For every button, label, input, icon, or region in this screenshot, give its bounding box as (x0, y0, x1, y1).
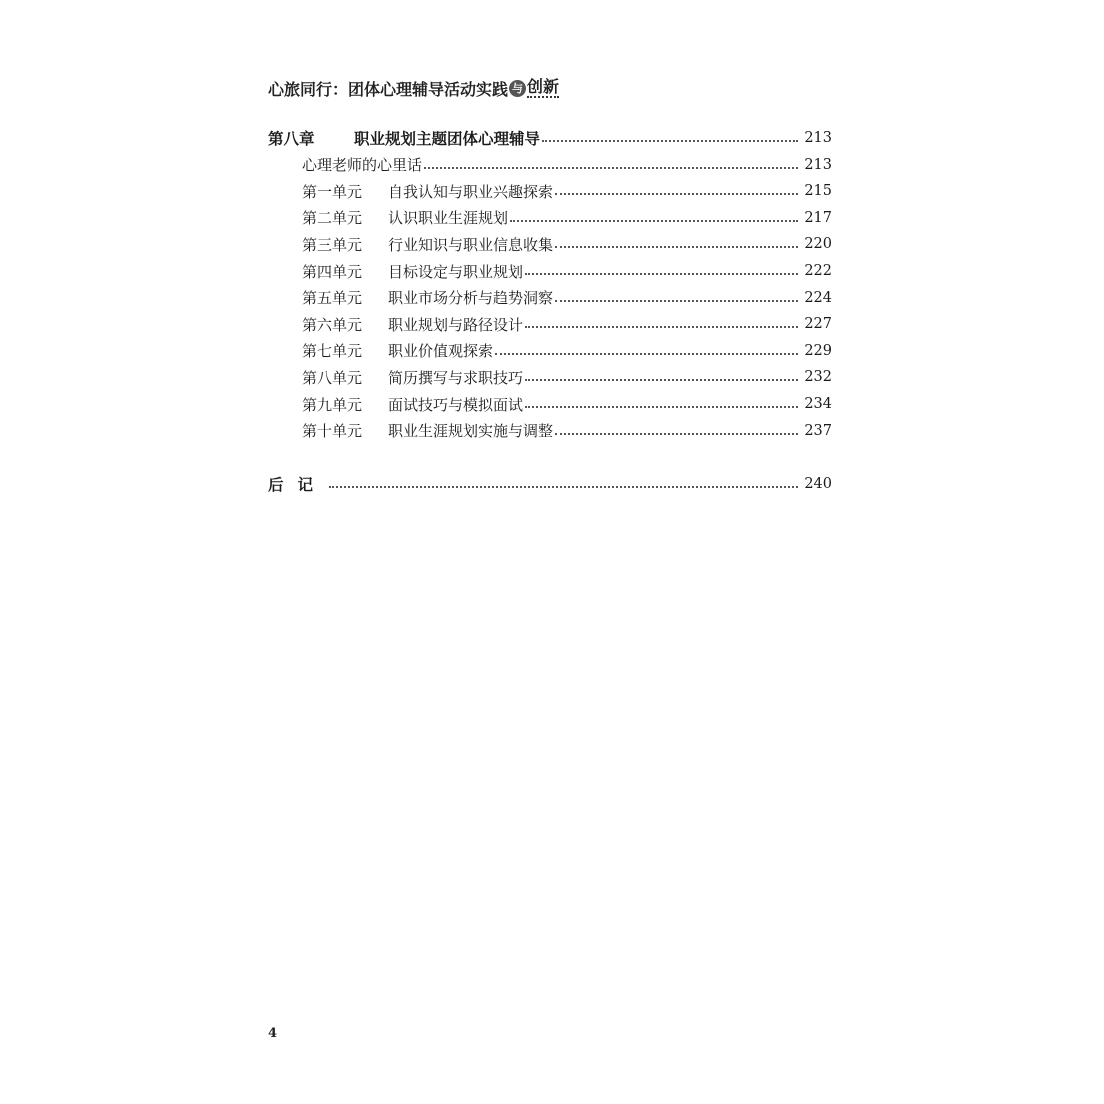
dot-leader (510, 220, 798, 222)
unit-title: 目标设定与职业规划 (388, 262, 524, 281)
running-header-title-end: 创新 (527, 77, 560, 96)
dot-leader (555, 300, 798, 302)
unit-number: 第二单元 (302, 209, 363, 228)
page-number: 237 (804, 422, 832, 439)
page-number: 224 (804, 289, 832, 306)
toc-unit-row[interactable] (268, 418, 832, 444)
dot-leader (555, 246, 798, 248)
toc-unit-row[interactable] (268, 231, 832, 257)
unit-title: 职业价值观探索 (388, 342, 494, 361)
page-number: 240 (804, 476, 832, 492)
dot-leader (525, 273, 798, 275)
page-number: 229 (804, 342, 832, 359)
dot-leader (555, 193, 798, 195)
dot-leader (542, 140, 798, 142)
toc-chapter-row[interactable] (268, 125, 832, 151)
unit-number: 第四单元 (302, 262, 363, 281)
unit-title: 自我认知与职业兴趣探索 (388, 182, 554, 201)
running-header-title: 心旅同行：团体心理辅导活动实践 (268, 79, 509, 99)
unit-number: 第六单元 (302, 315, 363, 334)
unit-number: 第五单元 (302, 289, 363, 308)
page-number: 213 (804, 156, 832, 173)
dot-leader (495, 353, 798, 355)
page-number: 217 (804, 209, 832, 226)
page-number: 232 (804, 369, 832, 386)
unit-title: 简历撰写与求职技巧 (388, 368, 524, 387)
page-number: 222 (804, 263, 832, 279)
unit-number: 第七单元 (302, 342, 363, 361)
running-header (268, 74, 559, 102)
intro-title: 心理老师的心里话 (302, 156, 423, 175)
unit-title: 认识职业生涯规划 (388, 209, 509, 228)
page-folio: 4 (268, 1026, 278, 1041)
unit-title: 行业知识与职业信息收集 (388, 235, 554, 254)
toc-unit-row[interactable] (268, 338, 832, 364)
unit-number: 第九单元 (302, 395, 363, 414)
unit-number: 第一单元 (302, 182, 363, 201)
page-number: 215 (804, 183, 832, 200)
dot-leader (329, 486, 798, 488)
dot-leader (525, 406, 798, 408)
unit-number: 第三单元 (302, 235, 363, 254)
unit-title: 职业规划与路径设计 (388, 315, 524, 334)
dot-leader (424, 167, 798, 169)
unit-number: 第八单元 (302, 368, 363, 387)
unit-number: 第十单元 (302, 422, 363, 441)
dot-leader (555, 433, 798, 435)
toc-unit-row[interactable] (268, 364, 832, 390)
page-number: 213 (804, 130, 832, 146)
toc-afterword-row[interactable] (268, 471, 832, 497)
toc-unit-row[interactable] (268, 178, 832, 204)
page-number: 220 (804, 236, 832, 253)
unit-title: 职业生涯规划实施与调整 (388, 422, 554, 441)
toc-unit-row[interactable] (268, 285, 832, 311)
toc-unit-row[interactable] (268, 205, 832, 231)
toc-intro-row[interactable] (268, 152, 832, 178)
conjunction-badge: 与 (509, 80, 526, 97)
toc-unit-row[interactable] (268, 258, 832, 284)
dot-leader (525, 379, 798, 381)
toc-unit-row[interactable] (268, 391, 832, 417)
dot-leader (525, 326, 798, 328)
unit-title: 面试技巧与模拟面试 (388, 395, 524, 414)
chapter-title: 职业规划主题团体心理辅导 (354, 130, 541, 148)
page-number: 227 (804, 316, 832, 333)
toc-unit-row[interactable] (268, 311, 832, 337)
chapter-number: 第八章 (268, 130, 315, 148)
page-number: 234 (804, 396, 832, 412)
unit-title: 职业市场分析与趋势洞察 (388, 289, 554, 308)
afterword-title: 后记 (268, 476, 328, 494)
